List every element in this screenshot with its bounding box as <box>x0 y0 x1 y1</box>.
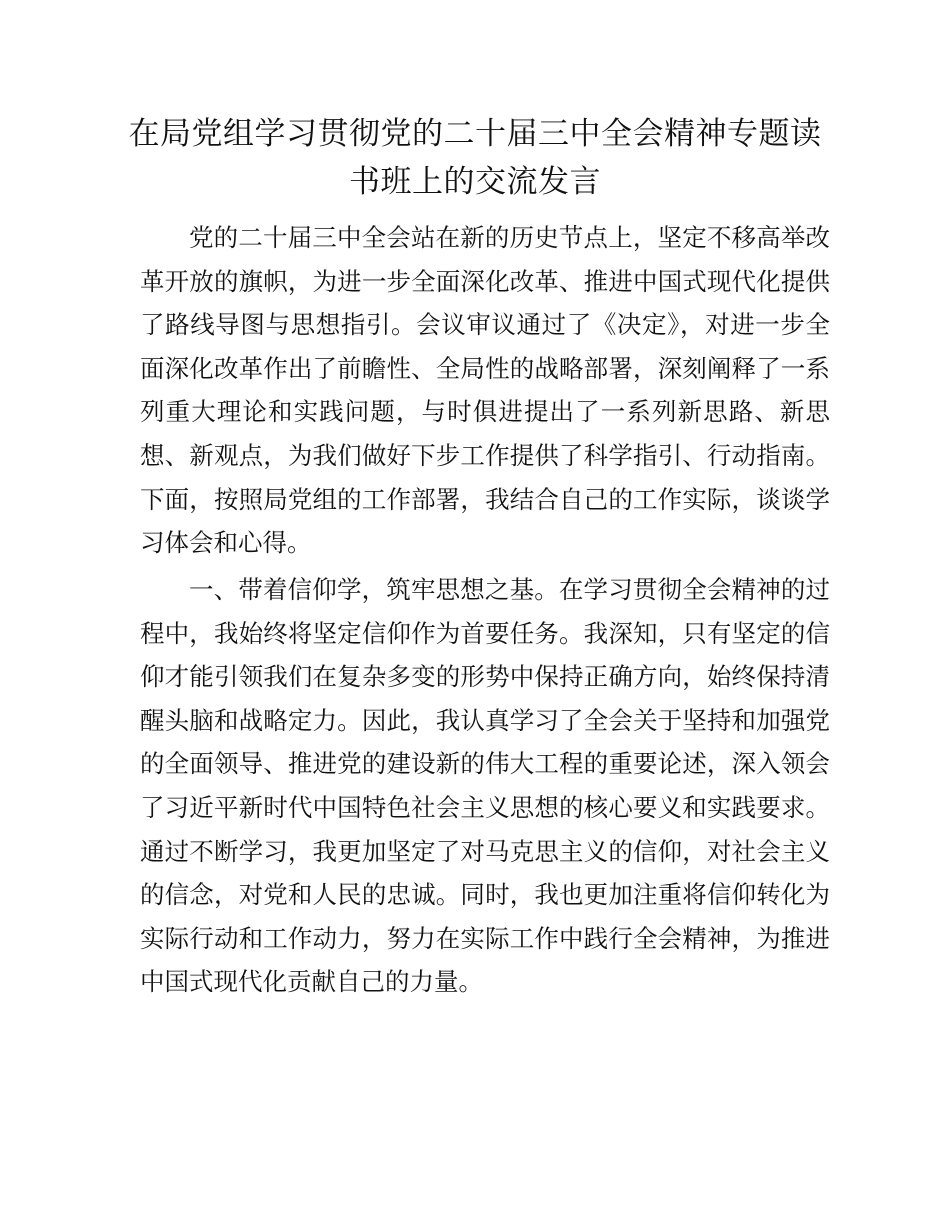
paragraph-intro: 党的二十届三中全会站在新的历史节点上，坚定不移高举改革开放的旗帜，为进一步全面深化改革、推进中国式现代化提供了路线导图与思想指引。会议审议通过了《决定》，对进一步全面深化改革作出了前瞻性、全局性的战略部署，深刻阐释了一系列重大理论和实践问题，与时俱进提出了一系列新思路、新思想、新观点，为我们做好下步工作提供了科学指引、行动指南。下面，按照局党组的工作部署，我结合自己的工作实际，谈谈学习体会和心得。 <box>140 223 830 558</box>
document-title: 在局党组学习贯彻党的二十届三中全会精神专题读书班上的交流发言 <box>128 116 822 200</box>
document-body-section-2 <box>140 568 830 1004</box>
document-body-section-1 <box>140 216 830 565</box>
paragraph-section-one: 一、带着信仰学，筑牢思想之基。在学习贯彻全会精神的过程中，我始终将坚定信仰作为首要任务。我深知，只有坚定的信仰才能引领我们在复杂多变的形势中保持正确方向，始终保持清醒头脑和战略定力。因此，我认真学习了全会关于坚持和加强党的全面领导、推进党的建设新的伟大工程的重要论述，深入领会了习近平新时代中国特色社会主义思想的核心要义和实践要求。通过不断学习，我更加坚定了对马克思主义的信仰，对社会主义的信念，对党和人民的忠诚。同时，我也更加注重将信仰转化为实际行动和工作动力，努力在实际工作中践行全会精神，为推进中国式现代化贡献自己的力量。 <box>140 575 830 997</box>
